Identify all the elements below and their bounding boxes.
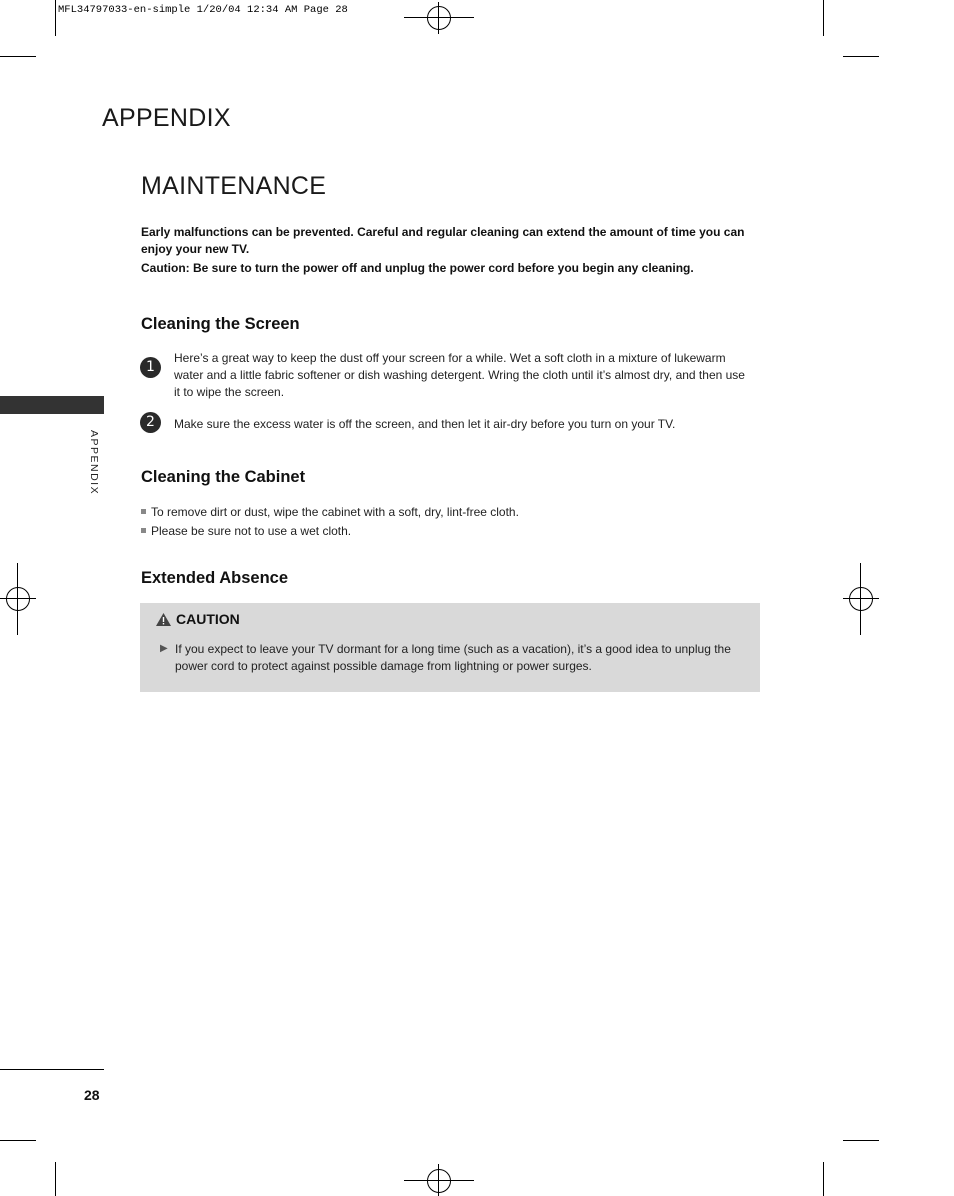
registration-mark bbox=[427, 1169, 451, 1193]
caution-text: If you expect to leave your TV dormant for a long time (such as a vacation), it’s a good idea to unplug the power cord to protect against possible damage from lightning or power surges. bbox=[175, 642, 731, 673]
list-item bbox=[141, 523, 351, 540]
intro-caution: Caution: Be sure to turn the power off and unplug the power cord before you begin any cleaning. bbox=[141, 261, 694, 275]
crop-mark bbox=[843, 56, 879, 57]
crop-mark bbox=[843, 1140, 879, 1141]
page-title: MAINTENANCE bbox=[141, 172, 327, 200]
list-item bbox=[141, 504, 519, 521]
warning-triangle-icon bbox=[156, 613, 171, 626]
sidebar-tab bbox=[0, 396, 104, 414]
heading-extended-absence: Extended Absence bbox=[141, 569, 289, 587]
list-item-text: To remove dirt or dust, wipe the cabinet with a soft, dry, lint-free cloth. bbox=[151, 505, 519, 519]
crop-mark bbox=[0, 56, 36, 57]
registration-mark bbox=[427, 6, 451, 30]
heading-cleaning-cabinet: Cleaning the Cabinet bbox=[141, 468, 306, 486]
step-text-1: Here’s a great way to keep the dust off your screen for a while. Wet a soft cloth in a mixture of lukewarm water and a little fabric softener or dish washing detergent. Wring the cloth until it’s almost dry, and then use it to wipe the screen. bbox=[174, 351, 745, 399]
crop-mark bbox=[823, 1162, 824, 1196]
caution-header bbox=[156, 611, 240, 627]
page-number: 28 bbox=[84, 1087, 100, 1103]
triangle-right-icon: ▶ bbox=[160, 643, 168, 654]
footer-rule bbox=[0, 1069, 104, 1070]
caution-label: CAUTION bbox=[176, 611, 240, 627]
crop-mark bbox=[55, 1162, 56, 1196]
step-number-1: 1 bbox=[140, 357, 161, 378]
intro-text: Early malfunctions can be prevented. Careful and regular cleaning can extend the amount of time you can enjoy your new TV. bbox=[141, 225, 745, 256]
section-title: APPENDIX bbox=[102, 104, 231, 132]
step-number-2: 2 bbox=[140, 412, 161, 433]
crop-mark bbox=[0, 1140, 36, 1141]
print-slug: MFL34797033-en-simple 1/20/04 12:34 AM Page 28 bbox=[58, 4, 348, 16]
sidebar-label: APPENDIX bbox=[88, 430, 100, 496]
crop-mark bbox=[55, 0, 56, 36]
registration-mark bbox=[849, 587, 873, 611]
crop-mark bbox=[823, 0, 824, 36]
registration-mark bbox=[6, 587, 30, 611]
heading-cleaning-screen: Cleaning the Screen bbox=[141, 315, 300, 333]
square-bullet-icon bbox=[141, 528, 146, 533]
square-bullet-icon bbox=[141, 509, 146, 514]
step-text-2: Make sure the excess water is off the screen, and then let it air-dry before you turn on your TV. bbox=[174, 417, 676, 431]
list-item-text: Please be sure not to use a wet cloth. bbox=[151, 524, 352, 538]
caution-box bbox=[140, 603, 760, 692]
